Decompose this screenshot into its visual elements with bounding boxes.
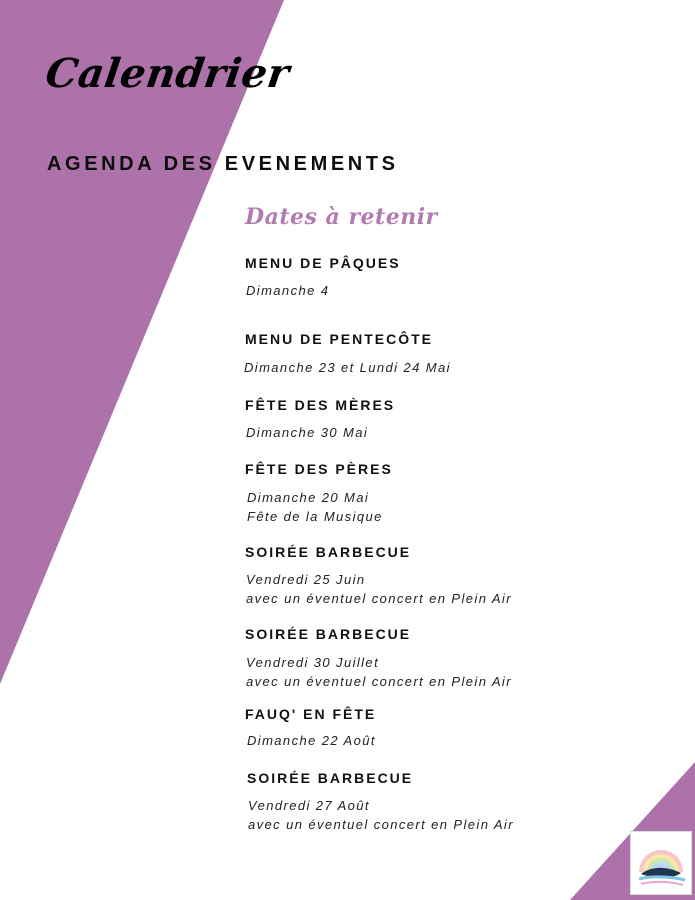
event-detail: Dimanche 22 Août — [247, 733, 376, 748]
event-name: SOIRÉE BARBECUE — [245, 544, 412, 560]
rainbow-shell-logo-icon — [630, 831, 692, 895]
event-item — [245, 331, 451, 377]
event-item — [247, 770, 514, 834]
event-item — [245, 544, 512, 608]
event-name: SOIRÉE BARBECUE — [245, 626, 412, 642]
event-detail: Dimanche 30 Mai — [246, 425, 369, 440]
event-name: MENU DE PENTECÔTE — [245, 331, 434, 347]
event-name: FAUQ' EN FÊTE — [245, 706, 377, 722]
event-detail: avec un éventuel concert en Plein Air — [248, 817, 514, 832]
event-item — [245, 706, 376, 750]
event-name: FÊTE DES MÈRES — [245, 397, 396, 413]
page-subtitle: AGENDA DES EVENEMENTS — [47, 153, 399, 175]
event-name: SOIRÉE BARBECUE — [247, 770, 414, 786]
event-detail: Vendredi 27 Août — [248, 798, 370, 813]
event-detail: Dimanche 20 Mai — [247, 490, 370, 505]
page-title: Calendrier — [42, 50, 293, 97]
event-name: FÊTE DES PÈRES — [245, 461, 393, 477]
event-detail: avec un éventuel concert en Plein Air — [246, 591, 512, 606]
event-detail: Dimanche 23 et Lundi 24 Mai — [244, 360, 451, 375]
event-name: MENU DE PÂQUES — [245, 255, 401, 271]
event-item — [245, 461, 393, 526]
event-detail: Vendredi 30 Juillet — [246, 655, 380, 670]
left-accent-triangle — [0, 0, 284, 684]
event-detail: Dimanche 4 — [246, 283, 330, 298]
section-title: Dates à retenir — [245, 204, 438, 230]
event-detail: avec un éventuel concert en Plein Air — [246, 674, 512, 689]
event-item — [245, 255, 401, 300]
event-detail: Fête de la Musique — [247, 509, 383, 524]
event-item — [245, 626, 512, 691]
event-item — [245, 397, 395, 442]
event-detail: Vendredi 25 Juin — [246, 572, 366, 587]
